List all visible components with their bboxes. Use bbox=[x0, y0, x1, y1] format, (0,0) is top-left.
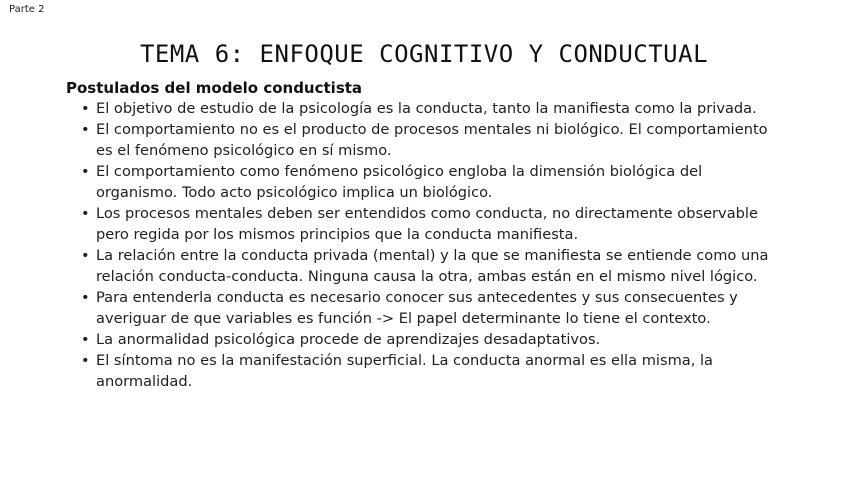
list-item: • La anormalidad psicológica procede de aprendizajes desadaptativos. bbox=[96, 329, 786, 350]
list-item: • La relación entre la conducta privada (mental) y la que se manifiesta se entiende como una relación conducta-conducta. Ninguna causa la otra, ambas están en el mismo nivel lógico. bbox=[96, 245, 786, 287]
section-subtitle: Postulados del modelo conductista bbox=[66, 79, 363, 97]
page-title: TEMA 6: ENFOQUE COGNITIVO Y CONDUCTUAL bbox=[139, 40, 709, 68]
page-label: Parte 2 bbox=[9, 4, 45, 15]
list-item: • El comportamiento como fenómeno psicológico engloba la dimensión biológica del organismo. Todo acto psicológico implica un biológico. bbox=[96, 161, 786, 203]
list-item: • Los procesos mentales deben ser entendidos como conducta, no directamente observable pero regida por los mismos principios que la conducta manifiesta. bbox=[96, 203, 786, 245]
list-item: • El objetivo de estudio de la psicología es la conducta, tanto la manifiesta como la privada. bbox=[96, 98, 786, 119]
list-item: • El comportamiento no es el producto de procesos mentales ni biológico. El comportamiento es el fenómeno psicológico en sí mismo. bbox=[96, 119, 786, 161]
postulates-list bbox=[66, 98, 786, 392]
list-item: • El síntoma no es la manifestación superficial. La conducta anormal es ella misma, la anormalidad. bbox=[96, 350, 786, 392]
postulates-section bbox=[66, 78, 786, 392]
list-item: • Para entenderla conducta es necesario conocer sus antecedentes y sus consecuentes y averiguar de que variables es función -> El papel determinante lo tiene el contexto. bbox=[96, 287, 786, 329]
